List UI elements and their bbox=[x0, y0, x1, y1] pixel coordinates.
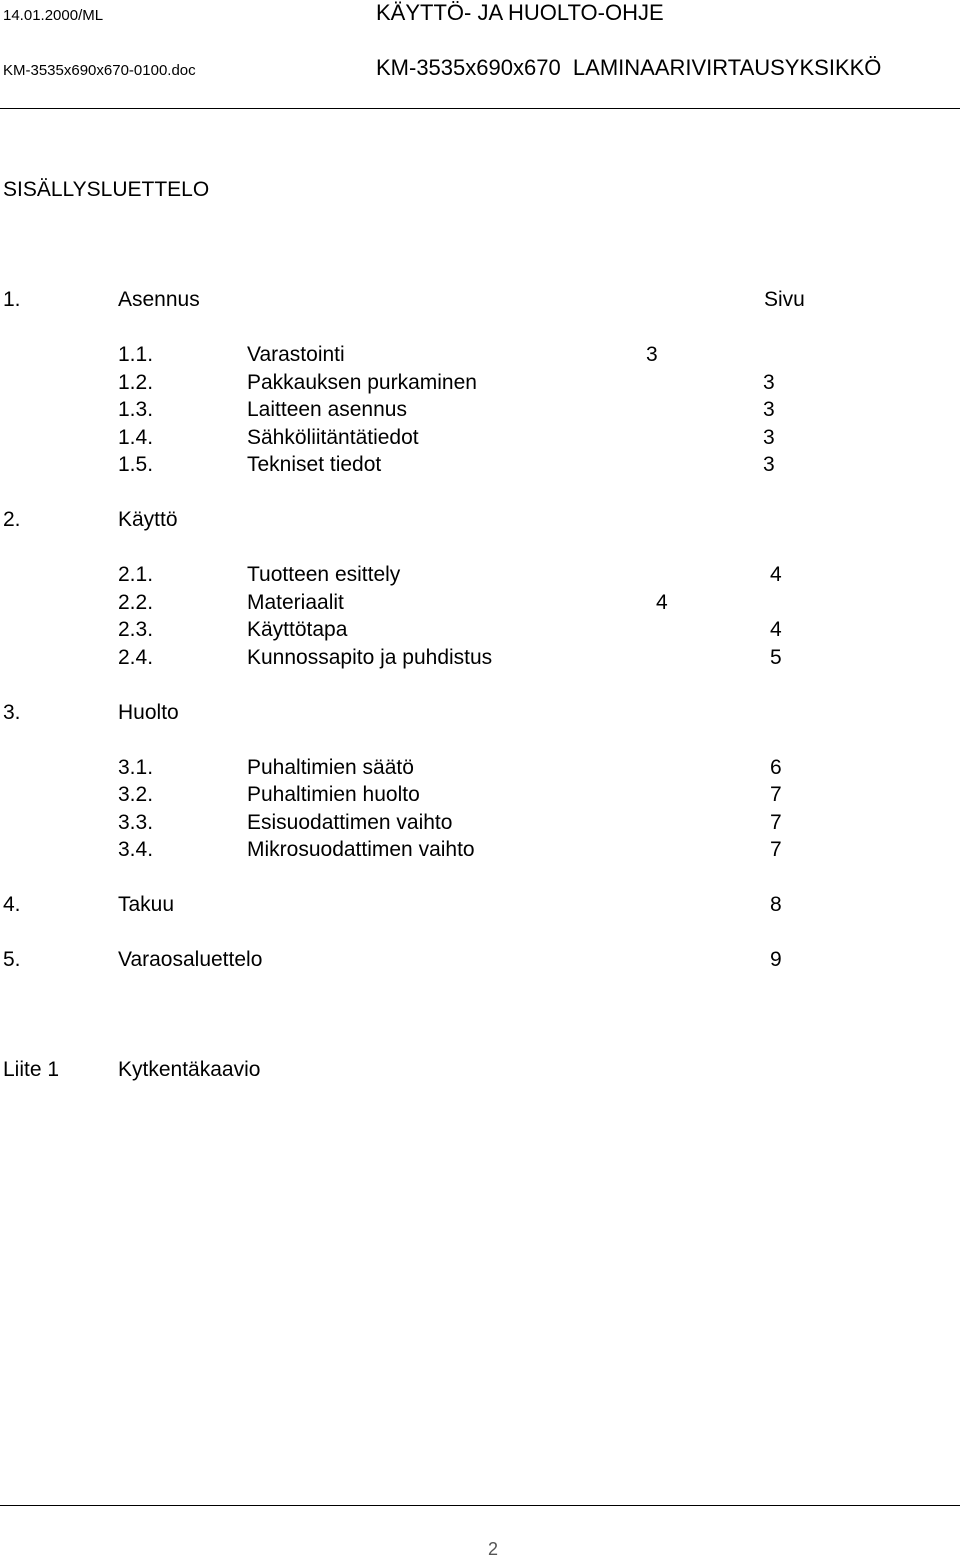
toc-item-page: 7 bbox=[770, 838, 782, 861]
toc-item-title: Varastointi bbox=[247, 343, 345, 366]
toc-item-title: Mikrosuodattimen vaihto bbox=[247, 838, 475, 861]
toc-item-page: 4 bbox=[656, 591, 668, 614]
toc-item-page: 4 bbox=[770, 618, 782, 641]
toc-item-number: 2.1. bbox=[118, 563, 154, 586]
toc-item-number: 3.1. bbox=[118, 756, 154, 779]
toc-section-number: 5. bbox=[3, 948, 21, 971]
toc-item-number: 3.2. bbox=[118, 783, 154, 806]
header-rule bbox=[0, 108, 960, 109]
toc-item-title: Materiaalit bbox=[247, 591, 344, 614]
header-document-title: KÄYTTÖ- JA HUOLTO-OHJE bbox=[376, 0, 664, 25]
toc-section-title: Asennus bbox=[118, 288, 200, 311]
toc-item-title: Laitteen asennus bbox=[247, 398, 407, 421]
toc-section-number: 4. bbox=[3, 893, 21, 916]
toc-item-number: 1.1. bbox=[118, 343, 154, 366]
toc-item-page: 3 bbox=[646, 343, 658, 366]
toc-item-title: Sähköliitäntätiedot bbox=[247, 426, 419, 449]
toc-section-number: 3. bbox=[3, 701, 21, 724]
toc-item-number: 3.4. bbox=[118, 838, 154, 861]
toc-item-title: Tekniset tiedot bbox=[247, 453, 382, 476]
toc-section-page: 9 bbox=[770, 948, 782, 971]
toc-section-title: Varaosaluettelo bbox=[118, 948, 263, 971]
toc-item-title: Puhaltimien huolto bbox=[247, 783, 420, 806]
toc-item-number: 3.3. bbox=[118, 811, 154, 834]
toc-section-title: Huolto bbox=[118, 701, 179, 724]
header-product-title: KM-3535x690x670 LAMINAARIVIRTAUSYKSIKKÖ bbox=[376, 55, 882, 80]
toc-item-page: 3 bbox=[763, 426, 775, 449]
toc-section-title: Käyttö bbox=[118, 508, 178, 531]
toc-section-number: 1. bbox=[3, 288, 21, 311]
toc-section-title: Takuu bbox=[118, 893, 175, 916]
footer-rule bbox=[0, 1505, 960, 1506]
toc-item-title: Esisuodattimen vaihto bbox=[247, 811, 453, 834]
toc-section-number: 2. bbox=[3, 508, 21, 531]
toc-item-number: 2.2. bbox=[118, 591, 154, 614]
toc-heading: SISÄLLYSLUETTELO bbox=[3, 178, 210, 201]
toc-item-page: 7 bbox=[770, 783, 782, 806]
toc-item-page: 4 bbox=[770, 563, 782, 586]
toc-item-title: Puhaltimien säätö bbox=[247, 756, 414, 779]
toc-appendix-label: Liite 1 bbox=[3, 1058, 60, 1081]
header-filename: KM-3535x690x670-0100.doc bbox=[3, 62, 196, 79]
toc-item-page: 7 bbox=[770, 811, 782, 834]
toc-item-number: 1.4. bbox=[118, 426, 154, 449]
toc-item-number: 2.3. bbox=[118, 618, 154, 641]
header-date-author: 14.01.2000/ML bbox=[3, 7, 104, 24]
toc-item-number: 2.4. bbox=[118, 646, 154, 669]
toc-item-page: 6 bbox=[770, 756, 782, 779]
toc-section-page: 8 bbox=[770, 893, 782, 916]
toc-item-title: Kunnossapito ja puhdistus bbox=[247, 646, 493, 669]
toc-page-column-label: Sivu bbox=[764, 288, 805, 311]
toc-item-title: Pakkauksen purkaminen bbox=[247, 371, 477, 394]
toc-item-title: Käyttötapa bbox=[247, 618, 348, 641]
toc-appendix-title: Kytkentäkaavio bbox=[118, 1058, 261, 1081]
toc-item-number: 1.5. bbox=[118, 453, 154, 476]
toc-item-page: 5 bbox=[770, 646, 782, 669]
toc-item-page: 3 bbox=[763, 398, 775, 421]
toc-item-page: 3 bbox=[763, 371, 775, 394]
toc-item-number: 1.3. bbox=[118, 398, 154, 421]
toc-item-title: Tuotteen esittely bbox=[247, 563, 401, 586]
toc-item-number: 1.2. bbox=[118, 371, 154, 394]
toc-item-page: 3 bbox=[763, 453, 775, 476]
page-number: 2 bbox=[488, 1539, 499, 1559]
